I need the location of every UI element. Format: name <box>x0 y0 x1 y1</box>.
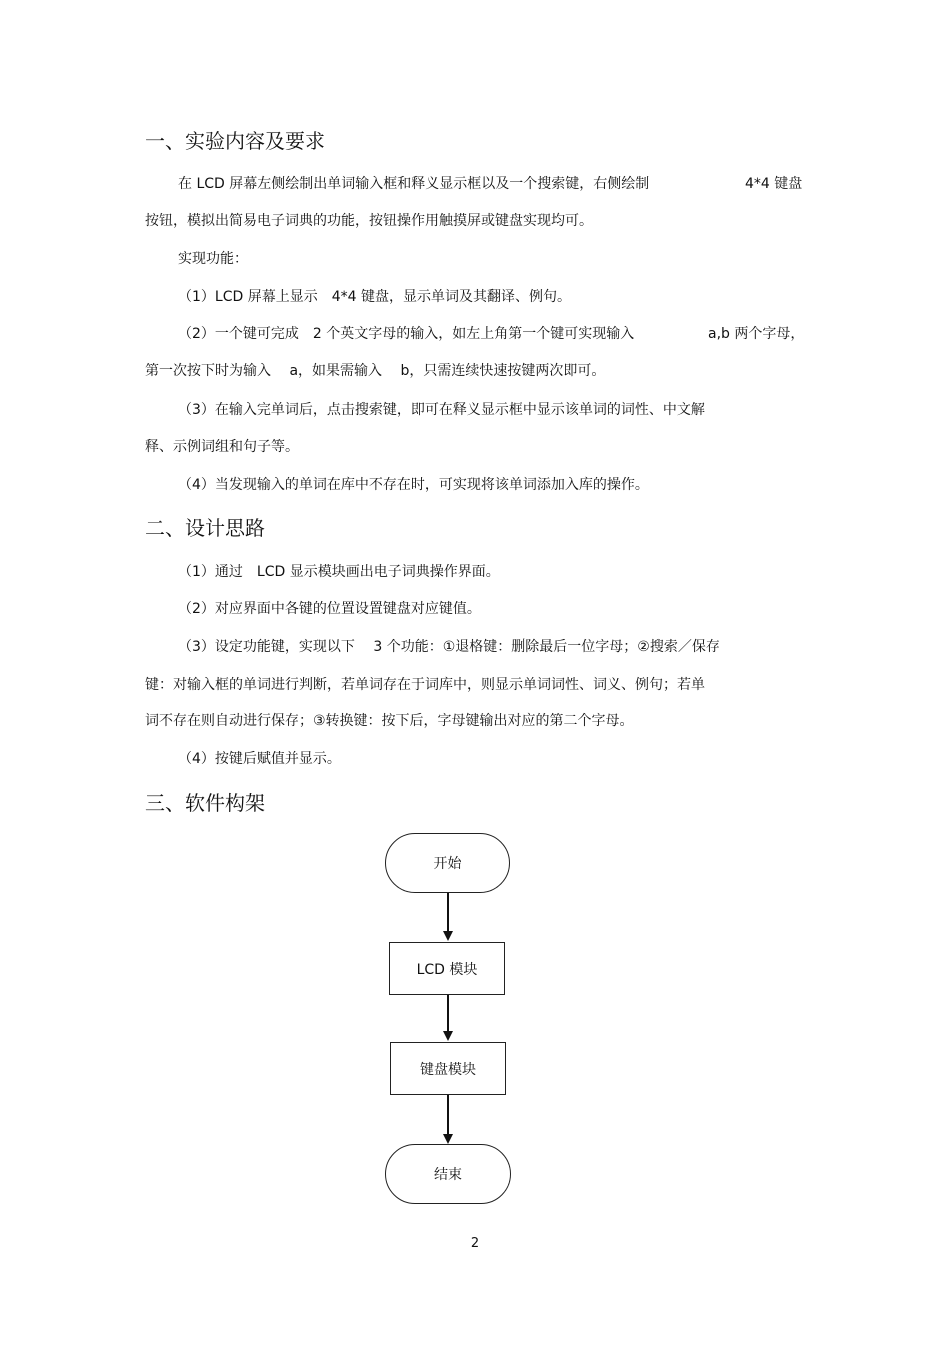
function-label: 实现功能： <box>178 251 248 267</box>
paragraph-intro-line1: 在 LCD 屏幕左侧绘制出单词输入框和释义显示框以及一个搜索键，右侧绘制 <box>178 176 650 192</box>
paragraph-intro-keyboard: 4*4 键盘 <box>745 176 803 192</box>
function-item-3-line1: （3）在输入完单词后，点击搜索键，即可在释义显示框中显示该单词的词性、中文解 <box>178 402 705 418</box>
heading-section-3: 三、软件构架 <box>145 791 265 815</box>
paragraph-intro-line2: 按钮，模拟出简易电子词典的功能，按钮操作用触摸屏或键盘实现均可。 <box>145 213 593 229</box>
flow-arrow-2 <box>447 995 449 1032</box>
flow-arrow-1 <box>447 893 449 933</box>
heading-section-1: 一、实验内容及要求 <box>145 129 325 153</box>
flowchart <box>370 825 530 1215</box>
page-number: 2 <box>470 1236 480 1251</box>
flow-arrowhead-3 <box>443 1134 453 1144</box>
design-item-3-line2: 键：对输入框的单词进行判断，若单词存在于词库中，则显示单词词性、词义、例句；若单 <box>145 677 705 693</box>
function-item-2-line1: （2）一个键可完成 2 个英文字母的输入，如左上角第一个键可实现输入 <box>178 326 635 342</box>
function-item-3-line2: 释、示例词组和句子等。 <box>145 439 299 455</box>
flow-lcd-node: LCD 模块 <box>389 942 505 995</box>
heading-section-2: 二、设计思路 <box>145 516 265 540</box>
design-item-4: （4）按键后赋值并显示。 <box>178 751 341 767</box>
function-item-1: （1）LCD 屏幕上显示 4*4 键盘，显示单词及其翻译、例句。 <box>178 289 571 305</box>
design-item-3-line1: （3）设定功能键，实现以下 3 个功能：①退格键：删除最后一位字母；②搜索／保存 <box>178 639 720 655</box>
function-item-4: （4）当发现输入的单词在库中不存在时，可实现将该单词添加入库的操作。 <box>178 477 649 493</box>
flow-end-node: 结束 <box>385 1144 511 1204</box>
flow-keyboard-node: 键盘模块 <box>390 1042 506 1095</box>
flow-arrowhead-1 <box>443 931 453 941</box>
flow-arrowhead-2 <box>443 1031 453 1041</box>
function-item-2-line2: 第一次按下时为输入 a，如果需输入 b，只需连续快速按键两次即可。 <box>145 363 606 379</box>
function-item-2-tail: a,b 两个字母， <box>708 326 805 342</box>
flow-start-node: 开始 <box>385 833 510 893</box>
design-item-2: （2）对应界面中各键的位置设置键盘对应键值。 <box>178 601 481 617</box>
design-item-3-line3: 词不存在则自动进行保存；③转换键：按下后，字母键输出对应的第二个字母。 <box>145 713 634 729</box>
design-item-1: （1）通过 LCD 显示模块画出电子词典操作界面。 <box>178 564 500 580</box>
flow-arrow-3 <box>447 1095 449 1135</box>
